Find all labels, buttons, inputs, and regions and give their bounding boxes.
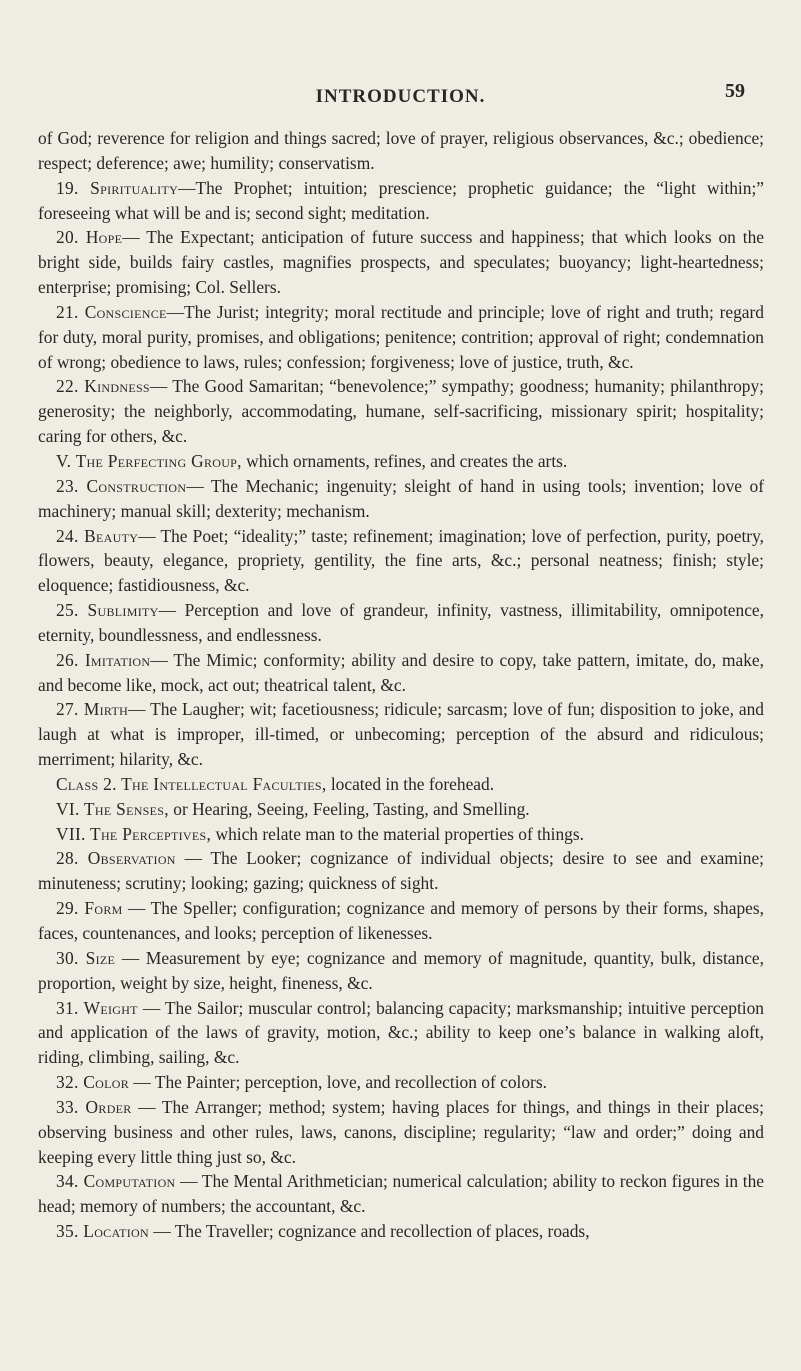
entry-heading: 35. Location — [56, 1221, 149, 1242]
entry-text: — The Mimic; conformity; ability and desire to copy, take pattern, imitate, do, make, and become like, mock, act out; theatrical talent, &c. — [38, 649, 764, 695]
paragraph — [38, 697, 764, 772]
paragraph — [38, 374, 764, 449]
entry-text: — The Looker; cognizance of individual objects; desire to see and examine; minuteness; scrutiny; looking; gazing; quickness of sight. — [38, 848, 764, 894]
entry-heading: VI. The Senses, — [56, 798, 169, 819]
paragraph — [38, 946, 764, 996]
paragraph — [38, 176, 764, 226]
paragraph — [38, 1070, 764, 1095]
entry-text: — The Traveller; cognizance and recollection of places, roads, — [148, 1221, 590, 1242]
entry-text: — The Laugher; wit; facetiousness; ridicule; sarcasm; love of fun; disposition to joke, and laugh at what is improper, ill-timed, or unbecoming; perception of the absurd and ridiculous; merriment; hilarity, &c. — [38, 699, 764, 770]
entry-heading: 20. Hope — [56, 227, 123, 248]
entry-heading: 32. Color — [56, 1072, 130, 1093]
entry-text: — The Good Samaritan; “benevolence;” sympathy; goodness; humanity; philanthropy; generosity; the neighborly, accommodating, humane, self-sacrificing, missionary spirit; hospitality; caring for others, &c. — [38, 376, 765, 447]
paragraph — [38, 300, 764, 375]
entry-heading: 28. Observation — [56, 848, 176, 869]
entry-heading: 31. Weight — [56, 997, 138, 1018]
entry-heading: 21. Conscience — [56, 301, 167, 322]
paragraph — [38, 449, 764, 474]
paragraph — [38, 648, 764, 698]
entry-text: —The Prophet; intuition; prescience; prophetic guidance; the “light within;” foreseeing what will be and is; second sight; meditation. — [38, 177, 764, 223]
paragraph — [38, 524, 764, 599]
entry-heading: VII. The Perceptives, — [56, 823, 212, 844]
entry-heading: 22. Kindness — [56, 376, 150, 397]
entry-heading: 24. Beauty — [56, 525, 139, 546]
entry-text: — The Painter; perception, love, and recollection of colors. — [129, 1072, 547, 1093]
paragraph — [38, 1095, 764, 1170]
entry-text: which relate man to the material properties of things. — [211, 823, 584, 844]
entry-heading: V. The Perfecting Group, — [56, 450, 242, 471]
entry-text: — The Arranger; method; system; having places for things, and things in their places; observing business and other rules, laws, canons, discipline; regularity; “law and order;” doing and keeping every little thing just so, &c. — [38, 1096, 764, 1167]
entry-heading: 26. Imitation — [56, 649, 151, 670]
entry-heading: 33. Order — [56, 1096, 132, 1117]
entry-text: — The Expectant; anticipation of future success and happiness; that which looks on the bright side, builds fairy castles, magnifies prospects, and speculates; buoyancy; light-heartedness; enterprise; promising; Col. Sellers. — [38, 227, 764, 298]
entry-text: — The Speller; configuration; cognizance and memory of persons by their forms, shapes, faces, countenances, and looks; perception of likenesses. — [38, 898, 764, 943]
paragraph — [38, 126, 764, 176]
paragraph — [38, 797, 764, 822]
entry-heading: 34. Computation — [56, 1171, 176, 1192]
running-head: INTRODUCTION. — [315, 86, 486, 107]
entry-text: of God; reverence for religion and things sacred; love of prayer, religious observances, &c.; obedience; respect; deference; awe; humility; conservatism. — [38, 128, 764, 173]
entry-heading: 19. Spirituality — [56, 177, 179, 198]
paragraph — [38, 474, 764, 524]
paragraph — [38, 598, 764, 648]
entry-text: —The Jurist; integrity; moral rectitude and principle; love of right and truth; regard for duty, moral purity, promises, and obligations; penitence; contrition; approval of right; condemnation of wrong; obedience to laws, rules; confession; forgiveness; love of justice, truth, &c. — [38, 301, 764, 372]
entry-heading: 27. Mirth — [56, 699, 129, 720]
entry-heading: 29. Form — [56, 898, 123, 919]
paragraph — [38, 225, 764, 300]
page-number: 59 — [725, 80, 745, 102]
paragraph — [38, 1219, 764, 1244]
body-text — [38, 126, 764, 1244]
paragraph — [38, 1169, 764, 1219]
paragraph — [38, 772, 764, 797]
entry-heading: Class 2. The Intellectual Faculties, — [56, 773, 327, 794]
entry-text: — The Mechanic; ingenuity; sleight of hand in using tools; invention; love of machinery; manual skill; dexterity; mechanism. — [38, 475, 764, 521]
entry-text: located in the forehead. — [326, 773, 495, 794]
entry-text: which ornaments, refines, and creates the arts. — [241, 450, 568, 471]
paragraph — [38, 822, 764, 847]
entry-heading: 25. Sublimity — [56, 600, 159, 621]
entry-heading: 23. Construction — [56, 475, 187, 496]
paragraph — [38, 996, 764, 1071]
entry-text: — Perception and love of grandeur, infinity, vastness, illimitability, omnipotence, eternity, boundlessness, and endlessness. — [38, 600, 764, 645]
entry-text: or Hearing, Seeing, Feeling, Tasting, and Smelling. — [168, 798, 530, 819]
entry-text: — Measurement by eye; cognizance and memory of magnitude, quantity, bulk, distance, proportion, weight by size, height, fineness, &c. — [38, 947, 764, 993]
paragraph — [38, 896, 764, 946]
paragraph — [38, 846, 764, 896]
entry-text: — The Sailor; muscular control; balancing capacity; marksmanship; intuitive perception and application of the laws of gravity, motion, &c.; ability to keep one’s balance in walking aloft, riding, climbing, sailing, &c. — [38, 997, 764, 1068]
entry-heading: 30. Size — [56, 947, 116, 968]
entry-text: — The Mental Arithmetician; numerical calculation; ability to reckon figures in the head; memory of numbers; the accountant, &c. — [38, 1171, 764, 1217]
entry-text: — The Poet; “ideality;” taste; refinement; imagination; love of perfection, purity, poetry, flowers, beauty, elegance, propriety, gentility, the fine arts, &c.; personal neatness; finish; style; eloquence; fastidiousness, &c. — [38, 525, 764, 596]
